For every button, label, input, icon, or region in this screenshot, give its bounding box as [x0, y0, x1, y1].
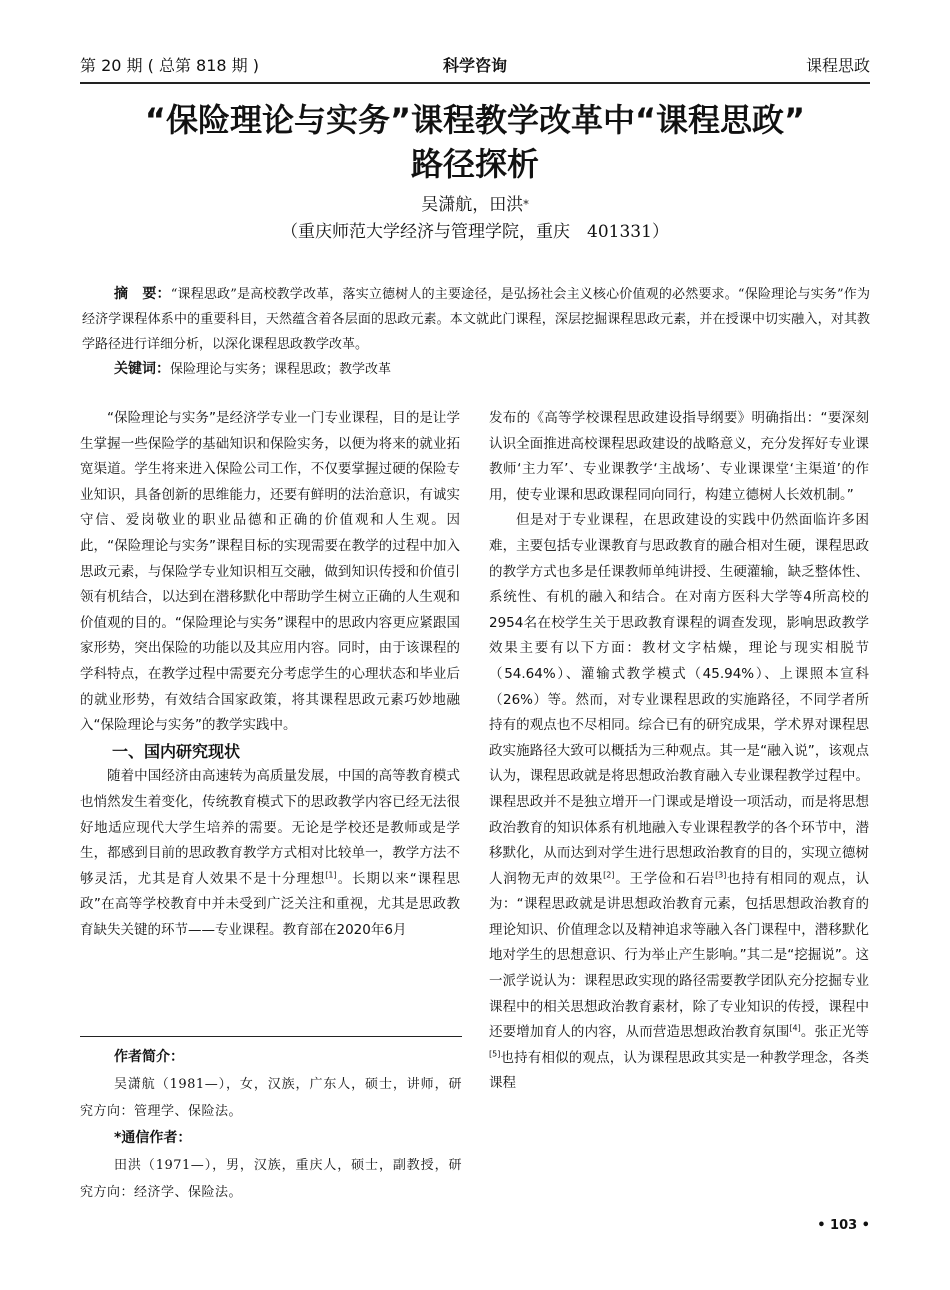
article-title — [80, 98, 870, 186]
page-number: • 103 • — [817, 1218, 870, 1233]
keywords-label: 关键词： — [114, 361, 170, 377]
author-footnote — [80, 1044, 462, 1206]
affiliation: （重庆师范大学经济与管理学院，重庆 401331） — [281, 222, 669, 242]
corresponding-mark: * — [523, 198, 529, 211]
paragraph-text: 。王学俭和石岩 — [614, 870, 716, 887]
author-names: 吴潇航，田洪 — [421, 195, 524, 215]
section-heading: 一、国内研究现状 — [112, 741, 241, 761]
body-column-right — [489, 406, 869, 1097]
journal-name: 科学咨询 — [442, 56, 507, 75]
body-paragraph — [489, 508, 869, 1097]
abstract-text: “课程思政”是高校教学改革，落实立德树人的主要途径，是弘扬社会主义核心价值观的必然要求。“保险理论与实务”作为经济学课程体系中的重要科目，天然蕴含着各层面的思政元素。本文就此门课程，深层挖掘课程思政元素，并在授课中切实融入，对其教学路径进行详细分析，以深化课程思政教学改革。 — [82, 287, 870, 352]
column-name: 课程思政 — [805, 56, 870, 75]
citation-ref: [4] — [789, 1023, 801, 1033]
author-bio-label: 作者简介： — [114, 1049, 184, 1065]
body-column-left — [80, 406, 460, 943]
body-paragraph — [80, 764, 460, 943]
citation-ref: [1] — [325, 870, 337, 880]
corresponding-author-text: 田洪（1971—），男，汉族，重庆人，硕士，副教授，研究方向：经济学、保险法。 — [80, 1158, 462, 1200]
header-rule — [80, 82, 870, 84]
citation-ref: [5] — [489, 1049, 501, 1059]
paragraph-text: 也持有相同的观点，认为：“课程思政就是讲思想政治教育元素，包括思想政治教育的理论知识、价值理念以及精神追求等融入各门课程中，潜移默化地对学生的思想意识、行为举止产生影响。”其二是“挖掘说”。这一派学说认为：课程思政实现的路径需要教学团队充分挖掘专业课程中的相关思想政治教育素材，除了专业知识的传授，课程中还要增加育人的内容，从而营造思想政治教育氛围 — [489, 870, 870, 1041]
author-bio-text: 吴潇航（1981—），女，汉族，广东人，硕士，讲师，研究方向：管理学、保险法。 — [80, 1077, 462, 1119]
issue-number: 第 20 期 ( 总第 818 期 ) — [80, 56, 259, 75]
keywords-text: 保险理论与实务；课程思政；教学改革 — [170, 362, 392, 377]
abstract — [82, 282, 870, 357]
paragraph-text: 随着中国经济由高速转为高质量发展，中国的高等教育模式也悄然发生着变化，传统教育模式下的思政教学内容已经无法很好地适应现代大学生培养的需要。无论是学校还是教师或是学生，都感到目前的思政教育教学方式相对比较单一，教学方法不够灵活，尤其是育人效果不是十分理想 — [80, 768, 460, 887]
body-paragraph: 发布的《高等学校课程思政建设指导纲要》明确指出：“要深刻认识全面推进高校课程思政建设的战略意义，充分发挥好专业课教师‘主力军’、专业课教学‘主战场’、专业课课堂‘主渠道’的作用，使专业课和思政课程同向同行，构建立德树人长效机制。” — [489, 410, 869, 503]
title-line-1: “保险理论与实务”课程教学改革中“课程思政” — [144, 101, 806, 139]
footnote-rule — [80, 1036, 462, 1037]
paragraph-text: 。张正光等 — [800, 1024, 870, 1041]
author-line — [80, 192, 870, 218]
running-header — [80, 48, 870, 84]
citation-ref: [2] — [603, 870, 615, 880]
title-line-2: 路径探析 — [410, 145, 539, 183]
abstract-label: 摘 要： — [114, 286, 171, 302]
paragraph-text: 但是对于专业课程，在思政建设的实践中仍然面临许多困难，主要包括专业课教育与思政教育的融合相对生硬，课程思政的教学方式也多是任课教师单纯讲授、生硬灌输，缺乏整体性、系统性、有机的融入和结合。在对南方医科大学等4所高校的2954名在校学生关于思政教育课程的调查发现，影响思政教学效果主要有以下方面：教材文字枯燥，理论与现实相脱节（54.64%）、灌输式教学模式（45.94%）、上课照本宣科（26%）等。然而，对专业课程思政的实施路径，不同学者所持有的观点也不尽相同。综合已有的研究成果，学术界对课程思政实施路径大致可以概括为三种观点。其一是“融入说”，该观点认为，课程思政就是将思想政治教育融入专业课程教学过程中。课程思政并不是独立增开一门课或是增设一项活动，而是将思想政治教育的知识体系有机地融入专业课程教学的各个环节中，潜移默化，从而达到对学生进行思想政治教育的目的，实现立德树人润物无声的效果 — [489, 512, 869, 887]
corresponding-author-label: *通信作者： — [114, 1130, 192, 1146]
paragraph-text: 。长期以来“课程思政”在高等学校教育中并未受到广泛关注和重视，尤其是思政教育缺失关键的环节——专业课程。教育部在2020年6月 — [80, 870, 460, 938]
citation-ref: [3] — [715, 870, 727, 880]
paragraph-text: 也持有相似的观点，认为课程思政其实是一种教学理念，各类课程 — [489, 1049, 869, 1092]
keywords — [82, 357, 870, 382]
body-paragraph: “保险理论与实务”是经济学专业一门专业课程，目的是让学生掌握一些保险学的基础知识和保险实务，以便为将来的就业拓宽渠道。学生将来进入保险公司工作，不仅要掌握过硬的保险专业知识，具备创新的思维能力，还要有鲜明的法治意识，有诚实守信、爱岗敬业的职业品德和正确的价值观和人生观。因此，“保险理论与实务”课程目标的实现需要在教学的过程中加入思政元素，与保险学专业知识相互交融，做到知识传授和价值引领有机结合，以达到在潜移默化中帮助学生树立正确的人生观和价值观的目的。“保险理论与实务”课程中的思政内容更应紧跟国家形势，突出保险的功能以及其应用内容。同时，由于该课程的学科特点，在教学过程中需要充分考虑学生的心理状态和毕业后的就业形势，有效结合国家政策，将其课程思政元素巧妙地融入“保险理论与实务”的教学实践中。 — [80, 410, 460, 734]
